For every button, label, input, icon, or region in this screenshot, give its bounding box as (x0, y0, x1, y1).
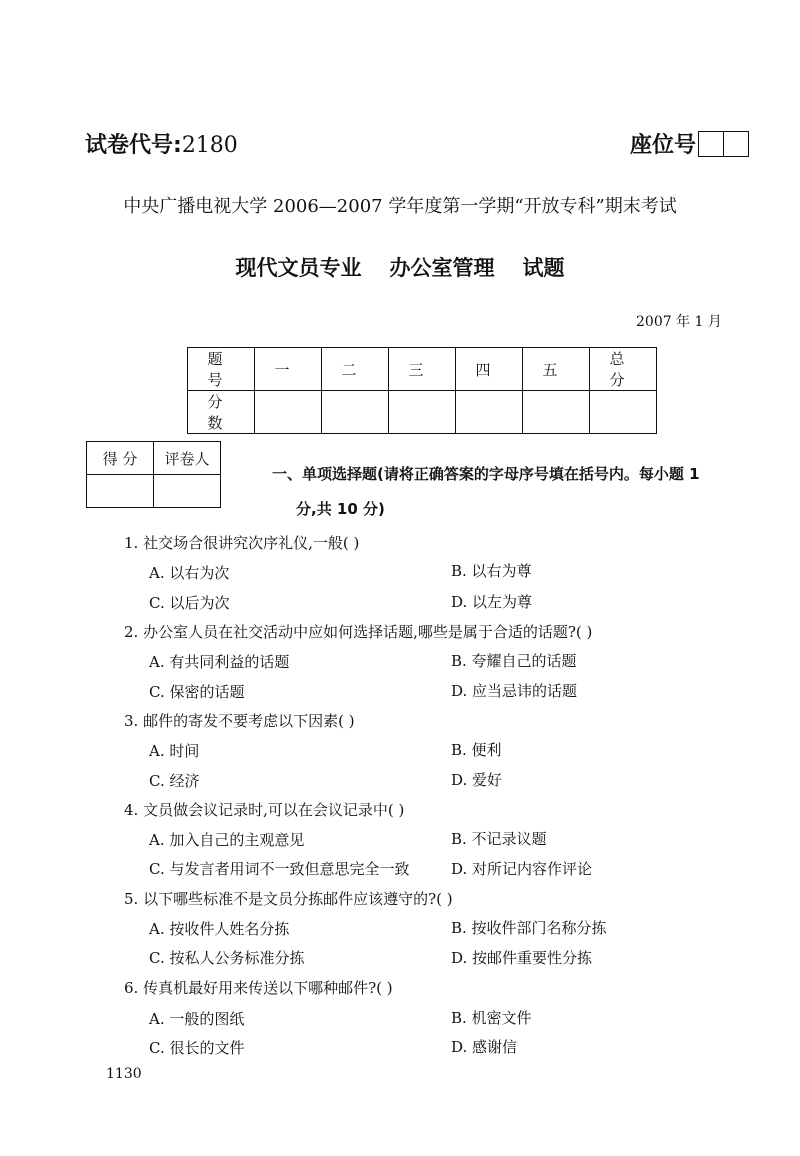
score-header-cell: 三 (389, 348, 456, 391)
q5-option-a: A. 按收件人姓名分拣 (149, 920, 290, 938)
seat-number (630, 128, 749, 159)
score-cell[interactable] (322, 391, 389, 434)
score-cell[interactable] (456, 391, 523, 434)
question-5: 5. 以下哪些标准不是文员分拣邮件应该遵守的?( ) (124, 890, 453, 908)
grader-name-label: 评卷人 (154, 442, 221, 475)
score-table (187, 347, 657, 434)
page-number: 1130 (106, 1066, 142, 1082)
score-header-cell: 五 (523, 348, 590, 391)
seat-number-label: 座位号 (630, 133, 697, 158)
q3-option-d: D. 爱好 (451, 771, 503, 789)
q2-option-c: C. 保密的话题 (149, 683, 245, 701)
q1-option-d: D. 以左为尊 (451, 593, 533, 611)
exam-date: 2007 年 1 月 (636, 314, 722, 330)
grader-score-cell[interactable] (87, 475, 154, 508)
q5-option-c: C. 按私人公务标准分拣 (149, 949, 305, 967)
score-header-cell: 题 号 (188, 348, 255, 391)
score-value-row (188, 391, 657, 434)
section-heading-line2: 分,共 10 分) (296, 500, 385, 518)
score-header-cell: 总 分 (590, 348, 657, 391)
score-row-label: 分 数 (188, 391, 255, 434)
q4-option-a: A. 加入自己的主观意见 (149, 831, 305, 849)
exam-code-value: 2180 (181, 133, 238, 158)
q2-option-a: A. 有共同利益的话题 (149, 653, 290, 671)
q2-option-d: D. 应当忌讳的话题 (451, 682, 578, 700)
exam-code (85, 128, 238, 159)
q1-option-b: B. 以右为尊 (451, 562, 532, 580)
exam-header: 中央广播电视大学 2006—2007 学年度第一学期“开放专科”期末考试 (123, 196, 677, 217)
score-header-cell: 一 (255, 348, 322, 391)
question-3: 3. 邮件的寄发不要考虑以下因素( ) (124, 712, 355, 730)
score-header-cell: 四 (456, 348, 523, 391)
q6-option-b: B. 机密文件 (451, 1009, 532, 1027)
title-course: 办公室管理 (389, 256, 495, 280)
question-1: 1. 社交场合很讲究次序礼仪,一般( ) (124, 534, 360, 552)
exam-title (0, 252, 800, 282)
q2-option-b: B. 夸耀自己的话题 (451, 652, 577, 670)
question-2: 2. 办公室人员在社交活动中应如何选择话题,哪些是属于合适的话题?( ) (124, 623, 593, 641)
grader-table (86, 441, 221, 508)
q1-option-c: C. 以后为次 (149, 594, 230, 612)
seat-box (699, 132, 723, 156)
q4-option-b: B. 不记录议题 (451, 830, 547, 848)
score-cell[interactable] (590, 391, 657, 434)
seat-number-boxes (698, 131, 749, 157)
score-header-cell: 二 (322, 348, 389, 391)
q6-option-d: D. 感谢信 (451, 1038, 518, 1056)
q5-option-d: D. 按邮件重要性分拣 (451, 949, 593, 967)
q4-option-d: D. 对所记内容作评论 (451, 860, 593, 878)
q6-option-c: C. 很长的文件 (149, 1039, 245, 1057)
question-6: 6. 传真机最好用来传送以下哪种邮件?( ) (124, 979, 393, 997)
q1-option-a: A. 以右为次 (149, 564, 230, 582)
grader-name-cell[interactable] (154, 475, 221, 508)
q3-option-c: C. 经济 (149, 772, 200, 790)
section-heading-line1: 一、单项选择题(请将正确答案的字母序号填在括号内。每小题 1 (272, 465, 700, 483)
score-cell[interactable] (389, 391, 456, 434)
exam-code-label: 试卷代号: (85, 133, 182, 158)
seat-box (723, 132, 748, 156)
q3-option-a: A. 时间 (149, 742, 200, 760)
q4-option-c: C. 与发言者用词不一致但意思完全一致 (149, 860, 410, 878)
question-4: 4. 文员做会议记录时,可以在会议记录中( ) (124, 801, 405, 819)
q5-option-b: B. 按收件部门名称分拣 (451, 919, 607, 937)
title-major: 现代文员专业 (235, 256, 362, 280)
q3-option-b: B. 便利 (451, 741, 502, 759)
title-suffix: 试题 (522, 256, 565, 280)
score-cell[interactable] (255, 391, 322, 434)
score-header-row (188, 348, 657, 391)
grader-score-label: 得 分 (87, 442, 154, 475)
score-cell[interactable] (523, 391, 590, 434)
q6-option-a: A. 一般的图纸 (149, 1010, 245, 1028)
